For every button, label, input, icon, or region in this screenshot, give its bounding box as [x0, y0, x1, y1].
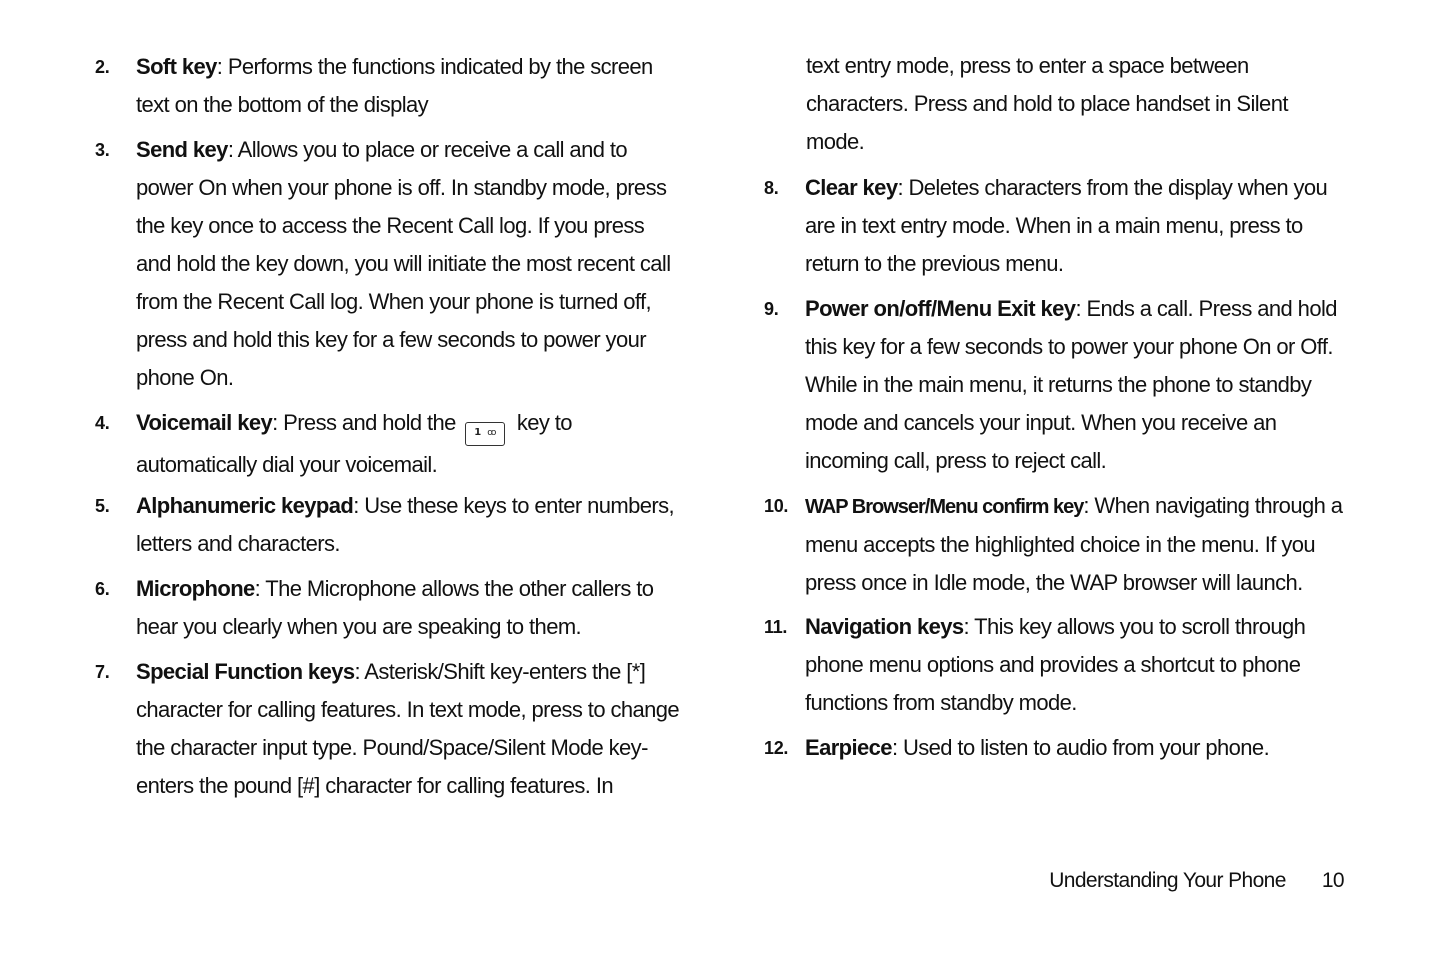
- item-term: Soft key: [136, 54, 217, 79]
- item-number: 5.: [95, 496, 110, 516]
- item-term: Microphone: [136, 576, 255, 601]
- page-number: 10: [1321, 869, 1344, 892]
- page-footer: [1049, 869, 1344, 893]
- list-item: [95, 653, 681, 805]
- item-text: : When navigating through a menu accepts the highlighted choice in the menu. If you press once in Idle mode, the WAP browser will launch.: [805, 493, 1343, 595]
- item-term: Power on/off/Menu Exit key: [805, 296, 1076, 321]
- voicemail-key-icon: [465, 422, 505, 446]
- item-term: Voicemail key: [136, 410, 273, 435]
- item-number: 8.: [764, 178, 779, 198]
- item-text: : Allows you to place or receive a call and to power On when your phone is off. In standby mode, press the key once to access the Recent Call log. If you press and hold the key down, you will initiate the most recent call from the Recent Call log. When your phone is turned off, press and hold this key for a few seconds to power your phone On.: [136, 137, 671, 390]
- item-number: 3.: [95, 140, 110, 160]
- list-item: [764, 608, 1350, 722]
- key-icon-voicemail-glyph: ꝏ: [487, 428, 497, 438]
- item-text: : Performs the functions indicated by the screen text on the bottom of the display: [136, 54, 653, 117]
- footer-section-title: Understanding Your Phone: [1049, 869, 1286, 892]
- item-term: Earpiece: [805, 735, 892, 760]
- item-number: 6.: [95, 579, 110, 599]
- list-item: [95, 404, 681, 484]
- item-text: : Use these keys to enter numbers, letters and characters.: [136, 493, 674, 556]
- item-text: : Press and hold the: [272, 410, 456, 435]
- list-item: [764, 290, 1350, 480]
- key-icon-digit: 1: [474, 427, 482, 438]
- item-number: 4.: [95, 413, 110, 433]
- item-text: : Deletes characters from the display when you are in text entry mode. When in a main menu, press to return to the previous menu.: [805, 175, 1328, 276]
- list-item: [95, 487, 681, 563]
- item-text: : This key allows you to scroll through phone menu options and provides a shortcut to phone functions from standby mode.: [805, 614, 1306, 715]
- item-term: Clear key: [805, 175, 898, 200]
- list-item: [764, 487, 1350, 602]
- list-item: [95, 48, 681, 124]
- item-text: : Used to listen to audio from your phone.: [891, 735, 1270, 760]
- item-number: 10.: [764, 496, 789, 516]
- list-item: [95, 570, 681, 646]
- item-number: 9.: [764, 299, 779, 319]
- list-item: [764, 169, 1350, 283]
- item-number: 12.: [764, 738, 789, 758]
- item-number: 7.: [95, 662, 110, 682]
- item-number: 2.: [95, 57, 110, 77]
- item-text: key to automatically dial your voicemail.: [136, 410, 572, 477]
- item-text: : Asterisk/Shift key-enters the [*] character for calling features. In text mode, press to change the character input type. Pound/Space/Silent Mode key-enters the pound [#] character for calling features. In: [136, 659, 680, 798]
- item-text: : The Microphone allows the other callers to hear you clearly when you are speaking to them.: [136, 576, 654, 639]
- item-term: WAP Browser/Menu confirm key: [805, 496, 1084, 518]
- item-text: : Ends a call. Press and hold this key for a few seconds to power your phone On or Off. While in the main menu, it returns the phone to standby mode and cancels your input. When you receive an incoming call, press to reject call.: [805, 296, 1337, 473]
- item-term: Alphanumeric keypad: [136, 493, 354, 518]
- list-item: [764, 729, 1350, 767]
- item-term: Navigation keys: [805, 614, 964, 639]
- item-number: 11.: [764, 617, 788, 637]
- item-term: Special Function keys: [136, 659, 355, 684]
- continued-paragraph: text entry mode, press to enter a space between characters. Press and hold to place handset in Silent mode.: [806, 53, 1288, 154]
- list-item: [95, 131, 681, 397]
- item-term: Send key: [136, 137, 228, 162]
